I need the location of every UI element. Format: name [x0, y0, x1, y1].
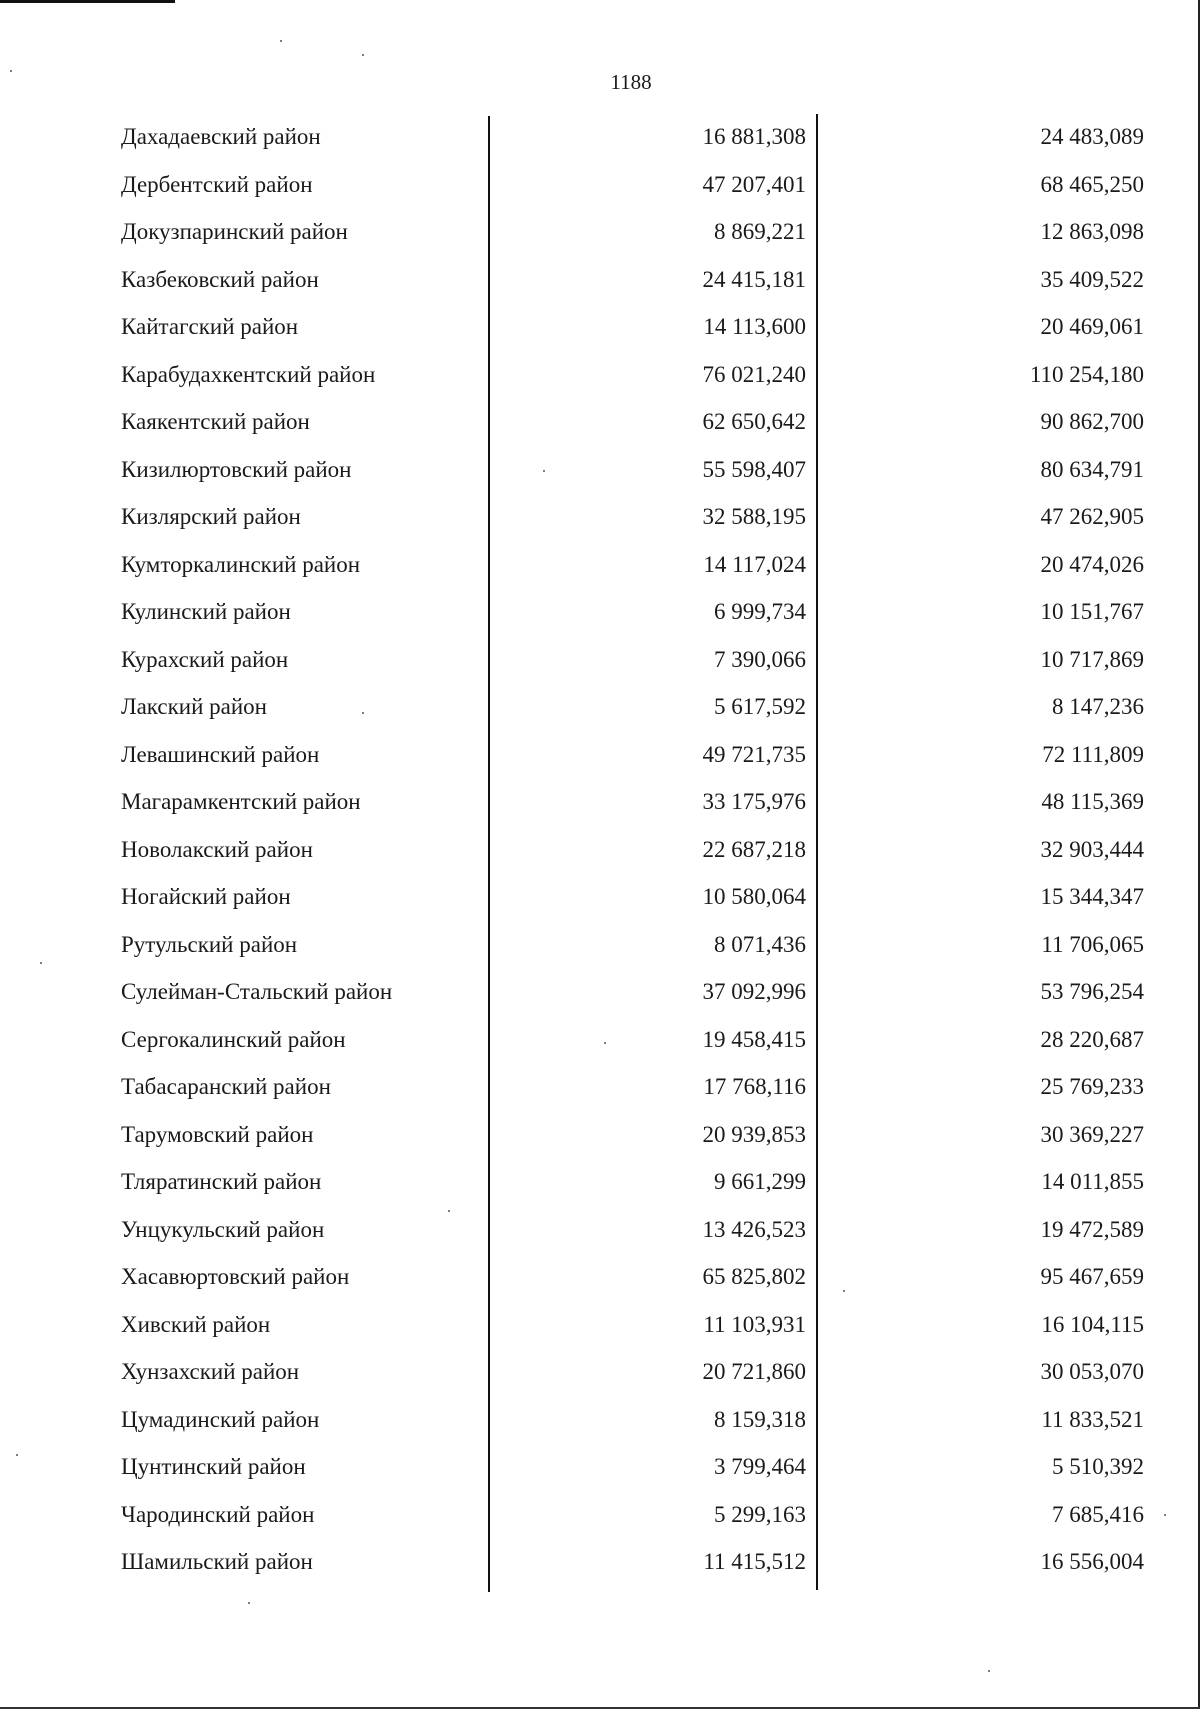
value-column-1: 3 799,464 — [714, 1454, 806, 1479]
value-column-2: 35 409,522 — [1040, 266, 1144, 292]
district-name: Лакский район — [121, 694, 267, 719]
district-name: Табасаранский район — [121, 1074, 331, 1099]
value-column-2: 10 717,869 — [1040, 646, 1144, 672]
value-column-2: 53 796,254 — [1040, 979, 1144, 1004]
value-column-2: 20 469,061 — [1040, 314, 1144, 339]
value-column-1: 8 159,318 — [714, 1406, 806, 1432]
table-row — [0, 1163, 1200, 1211]
table-row — [0, 118, 1200, 166]
value-column-2: 30 053,070 — [1040, 1359, 1144, 1384]
scan-speck — [362, 54, 364, 56]
table-row — [0, 261, 1200, 309]
value-column-1: 24 415,181 — [702, 266, 806, 292]
scan-speck — [1164, 1514, 1166, 1516]
table-row — [0, 783, 1200, 831]
district-name: Кумторкалинский район — [121, 551, 361, 577]
value-column-1: 8 869,221 — [714, 219, 806, 244]
table-row — [0, 498, 1200, 546]
district-name: Шамильский район — [121, 1549, 313, 1574]
value-column-1: 5 299,163 — [714, 1501, 806, 1527]
value-column-1: 47 207,401 — [702, 171, 806, 197]
scan-speck — [448, 1210, 450, 1212]
table-row — [0, 451, 1200, 499]
value-column-2: 72 111,809 — [1042, 741, 1144, 767]
value-column-2: 14 011,855 — [1041, 1169, 1144, 1194]
table-row — [0, 356, 1200, 404]
district-name: Хунзахский район — [121, 1359, 300, 1384]
table-row — [0, 1353, 1200, 1401]
value-column-2: 90 862,700 — [1040, 409, 1144, 434]
district-name: Кулинский район — [121, 599, 291, 624]
scan-speck — [362, 712, 364, 714]
table-row — [0, 736, 1200, 784]
table-row — [0, 213, 1200, 261]
district-name: Цунтинский район — [121, 1454, 306, 1479]
district-name: Новолакский район — [121, 836, 313, 862]
table-row — [0, 593, 1200, 641]
value-column-2: 7 685,416 — [1052, 1501, 1144, 1527]
district-name: Хасавюртовский район — [121, 1264, 350, 1289]
value-column-2: 8 147,236 — [1052, 694, 1144, 719]
value-column-1: 20 939,853 — [702, 1121, 806, 1147]
scan-speck — [543, 470, 545, 472]
district-name: Кизилюртовский район — [121, 456, 352, 482]
table-row — [0, 1021, 1200, 1069]
value-column-1: 19 458,415 — [702, 1026, 806, 1052]
value-column-2: 16 104,115 — [1041, 1311, 1144, 1337]
district-name: Курахский район — [121, 646, 289, 672]
district-name: Тарумовский район — [121, 1121, 314, 1147]
district-name: Кайтагский район — [121, 314, 299, 339]
value-column-1: 6 999,734 — [714, 599, 806, 624]
value-column-1: 9 661,299 — [714, 1169, 806, 1194]
table-row — [0, 831, 1200, 879]
value-column-2: 19 472,589 — [1040, 1216, 1144, 1242]
table-row — [0, 926, 1200, 974]
district-name: Тляратинский район — [121, 1169, 322, 1194]
table-row — [0, 1068, 1200, 1116]
table-row — [0, 1496, 1200, 1544]
value-column-2: 30 369,227 — [1040, 1121, 1144, 1147]
district-name: Кизлярский район — [121, 504, 301, 529]
scan-speck — [16, 1454, 18, 1456]
district-table — [0, 118, 1200, 1591]
value-column-1: 14 117,024 — [703, 551, 806, 577]
scan-speck — [280, 40, 282, 42]
district-name: Дахадаевский район — [121, 124, 321, 149]
scan-speck — [10, 70, 12, 72]
table-row — [0, 1258, 1200, 1306]
value-column-1: 16 881,308 — [702, 124, 806, 149]
table-row — [0, 1116, 1200, 1164]
value-column-2: 24 483,089 — [1040, 124, 1144, 149]
district-name: Магарамкентский район — [121, 789, 361, 814]
value-column-1: 76 021,240 — [702, 361, 806, 387]
district-name: Сулейман-Стальский район — [121, 979, 393, 1004]
value-column-2: 15 344,347 — [1040, 884, 1144, 909]
value-column-1: 20 721,860 — [702, 1359, 806, 1384]
value-column-1: 22 687,218 — [702, 836, 806, 862]
district-name: Докузпаринский район — [121, 219, 348, 244]
scan-speck — [604, 1042, 606, 1044]
table-row — [0, 166, 1200, 214]
value-column-1: 32 588,195 — [702, 504, 806, 529]
value-column-2: 68 465,250 — [1040, 171, 1144, 197]
value-column-2: 5 510,392 — [1052, 1454, 1144, 1479]
value-column-1: 7 390,066 — [714, 646, 806, 672]
table-row — [0, 973, 1200, 1021]
value-column-1: 37 092,996 — [702, 979, 806, 1004]
value-column-2: 80 634,791 — [1040, 456, 1144, 482]
value-column-1: 8 071,436 — [714, 931, 806, 957]
value-column-2: 20 474,026 — [1040, 551, 1144, 577]
value-column-2: 48 115,369 — [1041, 789, 1144, 814]
value-column-1: 11 103,931 — [703, 1311, 806, 1337]
district-name: Дербентский район — [121, 171, 313, 197]
district-name: Ногайский район — [121, 884, 291, 909]
value-column-1: 14 113,600 — [703, 314, 806, 339]
scan-corner-mark — [0, 0, 175, 3]
value-column-2: 110 254,180 — [1029, 361, 1144, 387]
value-column-1: 10 580,064 — [702, 884, 806, 909]
table-row — [0, 1448, 1200, 1496]
district-name: Сергокалинский район — [121, 1026, 346, 1052]
value-column-2: 47 262,905 — [1040, 504, 1144, 529]
district-name: Казбековский район — [121, 266, 319, 292]
scan-speck — [248, 1602, 250, 1604]
value-column-2: 11 833,521 — [1041, 1406, 1144, 1432]
value-column-2: 16 556,004 — [1040, 1549, 1144, 1574]
scan-speck — [843, 1290, 845, 1292]
value-column-1: 62 650,642 — [702, 409, 806, 434]
district-name: Левашинский район — [121, 741, 320, 767]
table-row — [0, 1306, 1200, 1354]
value-column-2: 95 467,659 — [1040, 1264, 1144, 1289]
table-row — [0, 1211, 1200, 1259]
table-row — [0, 1543, 1200, 1591]
value-column-2: 25 769,233 — [1040, 1074, 1144, 1099]
scan-speck — [40, 962, 42, 964]
value-column-1: 11 415,512 — [703, 1549, 806, 1574]
value-column-1: 17 768,116 — [703, 1074, 806, 1099]
value-column-2: 12 863,098 — [1040, 219, 1144, 244]
district-name: Цумадинский район — [121, 1406, 320, 1432]
scan-speck — [988, 1670, 990, 1672]
district-name: Карабудахкентский район — [121, 361, 376, 387]
table-row — [0, 641, 1200, 689]
district-name: Унцукульский район — [121, 1216, 325, 1242]
value-column-2: 11 706,065 — [1041, 931, 1144, 957]
table-row — [0, 546, 1200, 594]
value-column-2: 28 220,687 — [1040, 1026, 1144, 1052]
value-column-1: 55 598,407 — [702, 456, 806, 482]
value-column-1: 5 617,592 — [714, 694, 806, 719]
district-name: Хивский район — [121, 1311, 271, 1337]
district-name: Чародинский район — [121, 1501, 315, 1527]
page-number: 1188 — [610, 70, 652, 94]
table-row — [0, 878, 1200, 926]
table-row — [0, 1401, 1200, 1449]
district-name: Каякентский район — [121, 409, 310, 434]
value-column-1: 49 721,735 — [702, 741, 806, 767]
value-column-1: 33 175,976 — [702, 789, 806, 814]
table-row — [0, 308, 1200, 356]
value-column-1: 13 426,523 — [702, 1216, 806, 1242]
table-row — [0, 688, 1200, 736]
district-name: Рутульский район — [121, 931, 298, 957]
value-column-2: 32 903,444 — [1040, 836, 1144, 862]
value-column-1: 65 825,802 — [702, 1264, 806, 1289]
value-column-2: 10 151,767 — [1040, 599, 1144, 624]
table-row — [0, 403, 1200, 451]
